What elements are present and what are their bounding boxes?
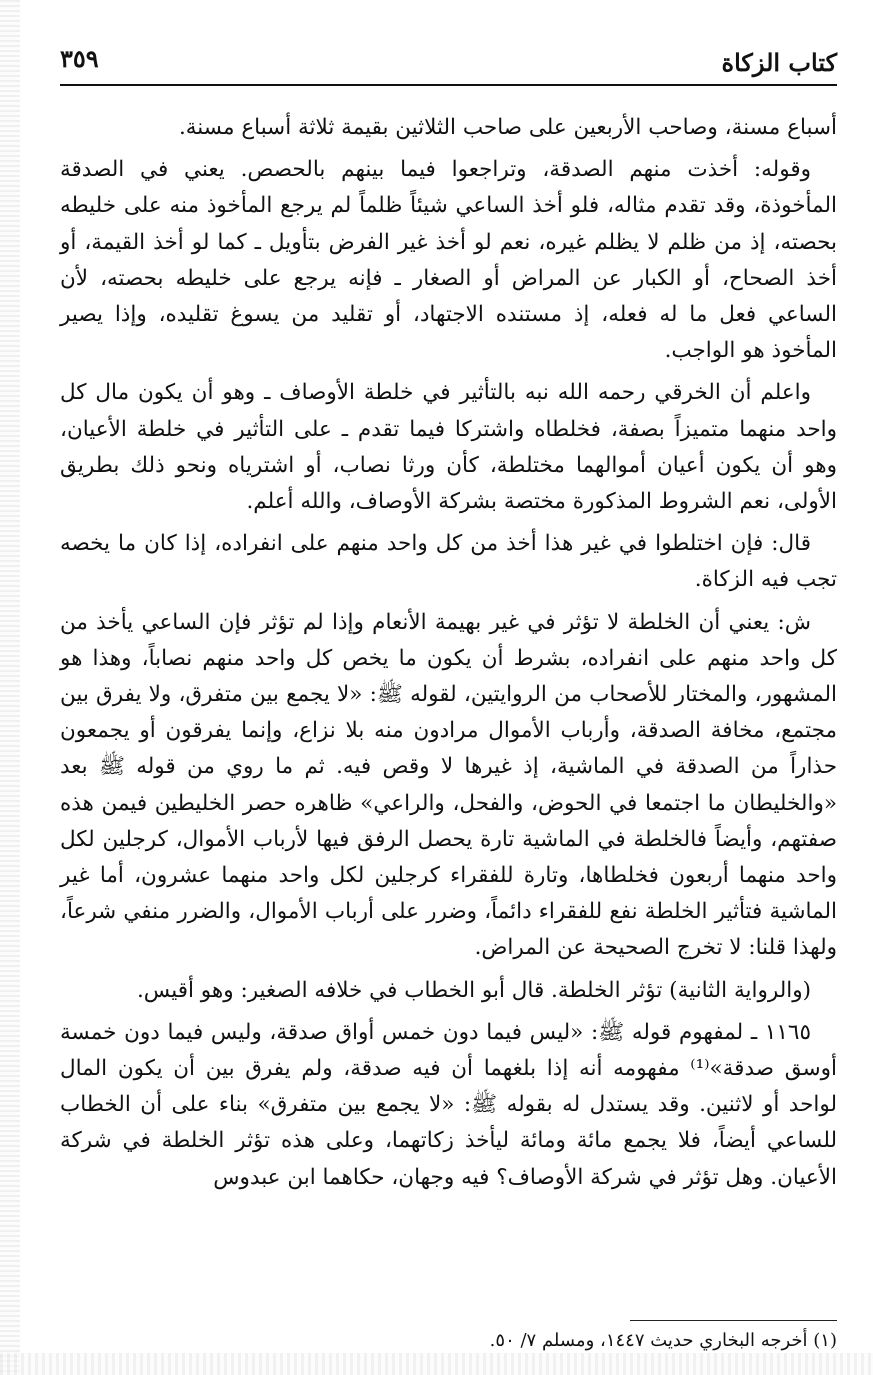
scan-edge-bottom — [0, 1353, 873, 1375]
scan-edge-left — [0, 0, 20, 1375]
page-number: ٣٥٩ — [60, 44, 99, 73]
paragraph: أسباع مسنة، وصاحب الأربعين على صاحب الثلاثين بقيمة ثلاثة أسباع مسنة. — [178, 115, 837, 140]
footnote: (١) أخرجه البخاري حديث ١٤٤٧، ومسلم ٧/ ٥٠. — [489, 1330, 837, 1351]
paragraph: وقوله: أخذت منهم الصدقة، وتراجعوا فيما بينهم بالحصص. يعني في الصدقة المأخوذة، وقد تقدم مثاله، فلو أخذ الساعي شيئاً ظلماً لم يرجع المأخوذ منه على خليطه بحصته، إذ من ظلم لا يظلم غيره، نعم لو أخذ غير الفرض بتأويل ـ كما لو أخذ القيمة، أو أخذ الصحاح، أو الكبار عن المراض أو الصغار ـ فإنه يرجع على خليطه بحصته، لأن الساعي فعل ما له فعله، إذ مستنده الاجتهاد، أو تقليد من يسوغ تقليده، وإذا يصير المأخوذ هو الواجب. — [60, 157, 837, 364]
body-text — [60, 110, 837, 1202]
paragraph: قال: فإن اختلطوا في غير هذا أخذ من كل واحد منهم على انفراده، إذا كان ما يخصه تجب فيه الزكاة. — [60, 531, 837, 593]
page-header — [60, 36, 837, 86]
paragraph: واعلم أن الخرقي رحمه الله نبه بالتأثير في خلطة الأوصاف ـ وهو أن يكون مال كل واحد منهما متميزاً بصفة، فخلطاه واشتركا فيما تقدم ـ على التأثير في خلطة الأعيان، وهو أن يكون أعيان أموالهما مختلطة، كأن ورثا نصاب، أو اشترياه ونحو ذلك بطريق الأولى، نعم الشروط المذكورة مختصة بشركة الأوصاف، والله أعلم. — [60, 380, 837, 515]
paragraph: ش: يعني أن الخلطة لا تؤثر في غير بهيمة الأنعام وإذا لم تؤثر فإن الساعي يأخذ من كل واحد منهم على انفراده، بشرط أن يكون ما يخص كل واحد منهم نصاباً، وهذا هو المشهور، والمختار للأصحاب من الروايتين، لقوله ﷺ: «لا يجمع بين متفرق، ولا يفرق بين مجتمع، مخافة الصدقة، وأرباب الأموال مرادون منه بلا نزاع، وإنما يفرقون أو يجمعون حذاراً من الصدقة في الماشية، إذ غيرها لا وقص فيه. ثم ما روي من قوله ﷺ بعد «والخليطان ما اجتمعا في الحوض، والفحل، والراعي» ظاهره حصر الخليطين فيمن هذه صفتهم، وأيضاً فالخلطة في الماشية تارة يحصل الرفق فيها لأرباب الأموال، كرجلين لكل واحد منهما أربعون فخلطاها، وتارة للفقراء كرجلين لكل واحد منهما عشرون، أما غير الماشية فتأثير الخلطة نفع للفقراء دائماً، وضرر على أرباب الأموال، والضرر منفي شرعاً، ولهذا قلنا: لا تخرج الصحيحة عن المراض. — [60, 609, 837, 961]
running-title: كتاب الزكاة — [721, 48, 837, 77]
paragraph: ١١٦٥ ـ لمفهوم قوله ﷺ: «ليس فيما دون خمس أواق صدقة، وليس فيما دون خمسة أوسق صدقة»⁽¹⁾ مفهومه أنه إذا بلغهما أن فيه صدقة، ولم يفرق بين أن يكون المال لواحد أو لاثنين. وقد يستدل له بقوله ﷺ: «لا يجمع بين متفرق» بناء على أن الخطاب للساعي أيضاً، فلا يجمع مائة ومائة ليأخذ زكاتهما، وعلى هذه تؤثر الخلطة في شركة الأعيان. وهل تؤثر في شركة الأوصاف؟ فيه وجهان، حكاهما ابن عبدوس — [60, 1019, 837, 1190]
footnote-divider — [630, 1320, 837, 1321]
paragraph: (والرواية الثانية) تؤثر الخلطة. قال أبو الخطاب في خلافه الصغير: وهو أقيس. — [136, 977, 811, 1003]
